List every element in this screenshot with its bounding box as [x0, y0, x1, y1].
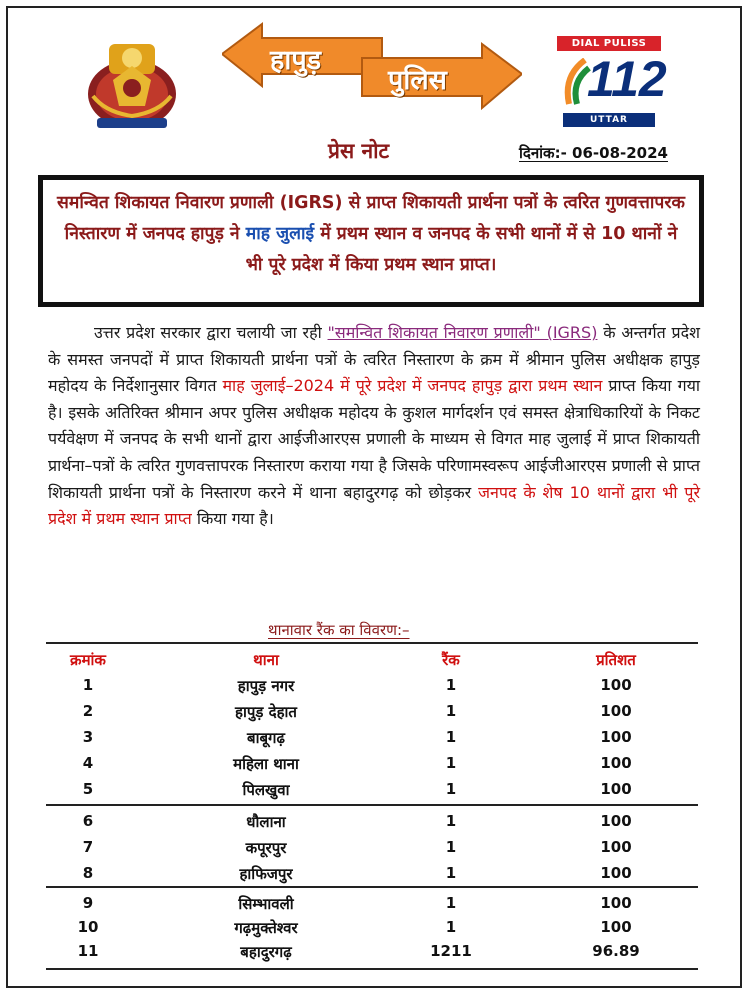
- table-row: [46, 778, 698, 803]
- body-text-3: प्राप्त किया गया है। इसके अतिरिक्त श्रीमान अपर पुलिस अधीक्षक महोदय के कुशल मार्गदर्शन एवं समस्त क्षेत्राधिकारियों के निकट पर्यवेक्षण में जनपद के सभी थानों द्वारा आईजीआरएस प्रणाली के माध्यम से विगत माह जुलाई में प्राप्त शिकायती प्रार्थना–पत्रों के त्वरित गुणवत्तापरक निस्तारण कराया गया है जिसके परिणामस्वरूप आईजीआरएस प्रणाली से प्राप्त शिकायती प्रार्थना पत्रों के निस्तारण करने में थाना बहादुरगढ़ को छोड़कर: [48, 376, 701, 502]
- table-row: [46, 674, 698, 699]
- logo112-top-text: DIAL PULISS: [557, 36, 661, 51]
- logo112-number: 112: [587, 51, 667, 107]
- up-police-emblem-icon: [83, 36, 181, 132]
- cell-rank: 1: [445, 780, 457, 798]
- cell-station: महिला थाना: [233, 755, 299, 773]
- cell-serial: 10: [77, 918, 99, 936]
- table-header-row: [46, 648, 698, 673]
- cell-percent: 100: [600, 838, 632, 856]
- headline-text-1: समन्वित शिकायत निवारण प्रणाली (IGRS) से प्राप्त शिकायती प्रार्थना पत्रों के त्वरित गुणवत्तापरक निस्तारण में जनपद हापुड़ ने: [57, 193, 685, 244]
- hapur-label: हापुड़: [270, 45, 322, 76]
- cell-percent: 100: [600, 702, 632, 720]
- police-label: पुलिस: [388, 65, 447, 96]
- cell-rank: 1: [445, 894, 457, 912]
- cell-serial: 1: [82, 676, 94, 694]
- date-label: दिनांक:- 06-08-2024: [519, 144, 668, 162]
- cell-serial: 3: [82, 728, 94, 746]
- headline-highlight: माह जुलाई: [245, 224, 315, 244]
- cell-percent: 100: [600, 780, 632, 798]
- table-divider: [46, 804, 698, 806]
- cell-percent: 100: [600, 754, 632, 772]
- cell-rank: 1: [445, 754, 457, 772]
- cell-station: धौलाना: [246, 813, 286, 831]
- dial-112-logo: [557, 36, 667, 139]
- rank-table-title: थानावार रैंक का विवरण:–: [268, 621, 410, 639]
- cell-rank: 1: [445, 864, 457, 882]
- headline-box: [38, 175, 704, 307]
- cell-rank: 1: [445, 918, 457, 936]
- cell-percent: 100: [600, 676, 632, 694]
- cell-rank: 1: [445, 702, 457, 720]
- cell-serial: 6: [82, 812, 94, 830]
- cell-rank: 1: [445, 812, 457, 830]
- cell-serial: 5: [82, 780, 94, 798]
- header-serial: क्रमांक: [70, 651, 106, 669]
- cell-serial: 9: [82, 894, 94, 912]
- cell-station: सिम्भावली: [238, 895, 294, 913]
- logo112-bottom-text: UTTAR PRADESH: [563, 113, 655, 127]
- cell-percent: 100: [600, 728, 632, 746]
- cell-station: बाबूगढ़: [247, 729, 285, 747]
- cell-rank: 1: [445, 838, 457, 856]
- header-rank: रैंक: [442, 651, 460, 669]
- cell-rank: 1211: [430, 942, 472, 960]
- table-row: [46, 810, 698, 835]
- cell-percent: 100: [600, 864, 632, 882]
- table-row: [46, 752, 698, 777]
- table-row: [46, 940, 698, 965]
- cell-serial: 11: [77, 942, 99, 960]
- cell-station: पिलखुवा: [242, 781, 290, 799]
- cell-station: हाफिजपुर: [239, 865, 293, 883]
- cell-rank: 1: [445, 676, 457, 694]
- cell-serial: 7: [82, 838, 94, 856]
- header-percent: प्रतिशत: [596, 651, 636, 669]
- cell-station: कपूरपुर: [245, 839, 287, 857]
- body-paragraph: [48, 320, 700, 533]
- cell-serial: 4: [82, 754, 94, 772]
- cell-percent: 100: [600, 812, 632, 830]
- body-text-4: किया गया है।: [191, 509, 274, 529]
- table-row: [46, 862, 698, 887]
- table-row: [46, 726, 698, 751]
- hapur-police-arrows: [222, 18, 522, 118]
- body-text-1: उत्तर प्रदेश सरकार द्वारा चलायी जा रही: [94, 323, 328, 342]
- body-highlight-2: जनपद के शेष 10 थानों द्वारा भी पूरे प्रदेश में प्रथम स्थान प्राप्त: [48, 482, 700, 529]
- cell-serial: 2: [82, 702, 94, 720]
- body-igrs-name: "समन्वित शिकायत निवारण प्रणाली" (IGRS): [327, 323, 598, 342]
- rank-table: [46, 642, 698, 970]
- table-row: [46, 916, 698, 941]
- press-note-title: प्रेस नोट: [328, 139, 390, 163]
- cell-serial: 8: [82, 864, 94, 882]
- cell-percent: 96.89: [592, 942, 640, 960]
- table-row: [46, 700, 698, 725]
- header-station: थाना: [253, 651, 279, 669]
- cell-station: बहादुरगढ़: [240, 943, 292, 961]
- body-text-2: के अन्तर्गत प्रदेश के समस्त जनपदों में प्राप्त शिकायती प्रार्थना पत्रों के त्वरित निस्तारण के क्रम में श्रीमान पुलिस अधीक्षक हापुड़ महोदय के निर्देशानुसार विगत: [48, 323, 700, 396]
- cell-station: हापुड़ देहात: [235, 703, 297, 721]
- table-divider: [46, 886, 698, 888]
- cell-rank: 1: [445, 728, 457, 746]
- headline-text-2: में प्रथम स्थान व जनपद के सभी थानों में से 10 थानों ने भी पूरे प्रदेश में किया प्रथम स्थान प्राप्त।: [245, 224, 678, 275]
- cell-percent: 100: [600, 894, 632, 912]
- cell-station: हापुड़ नगर: [237, 677, 295, 695]
- cell-percent: 100: [600, 918, 632, 936]
- table-row: [46, 836, 698, 861]
- cell-station: गढ़मुक्तेश्वर: [234, 919, 298, 937]
- table-row: [46, 892, 698, 917]
- body-highlight-1: माह जुलाई–2024 में पूरे प्रदेश में जनपद हापुड़ द्वारा प्रथम स्थान: [222, 376, 603, 396]
